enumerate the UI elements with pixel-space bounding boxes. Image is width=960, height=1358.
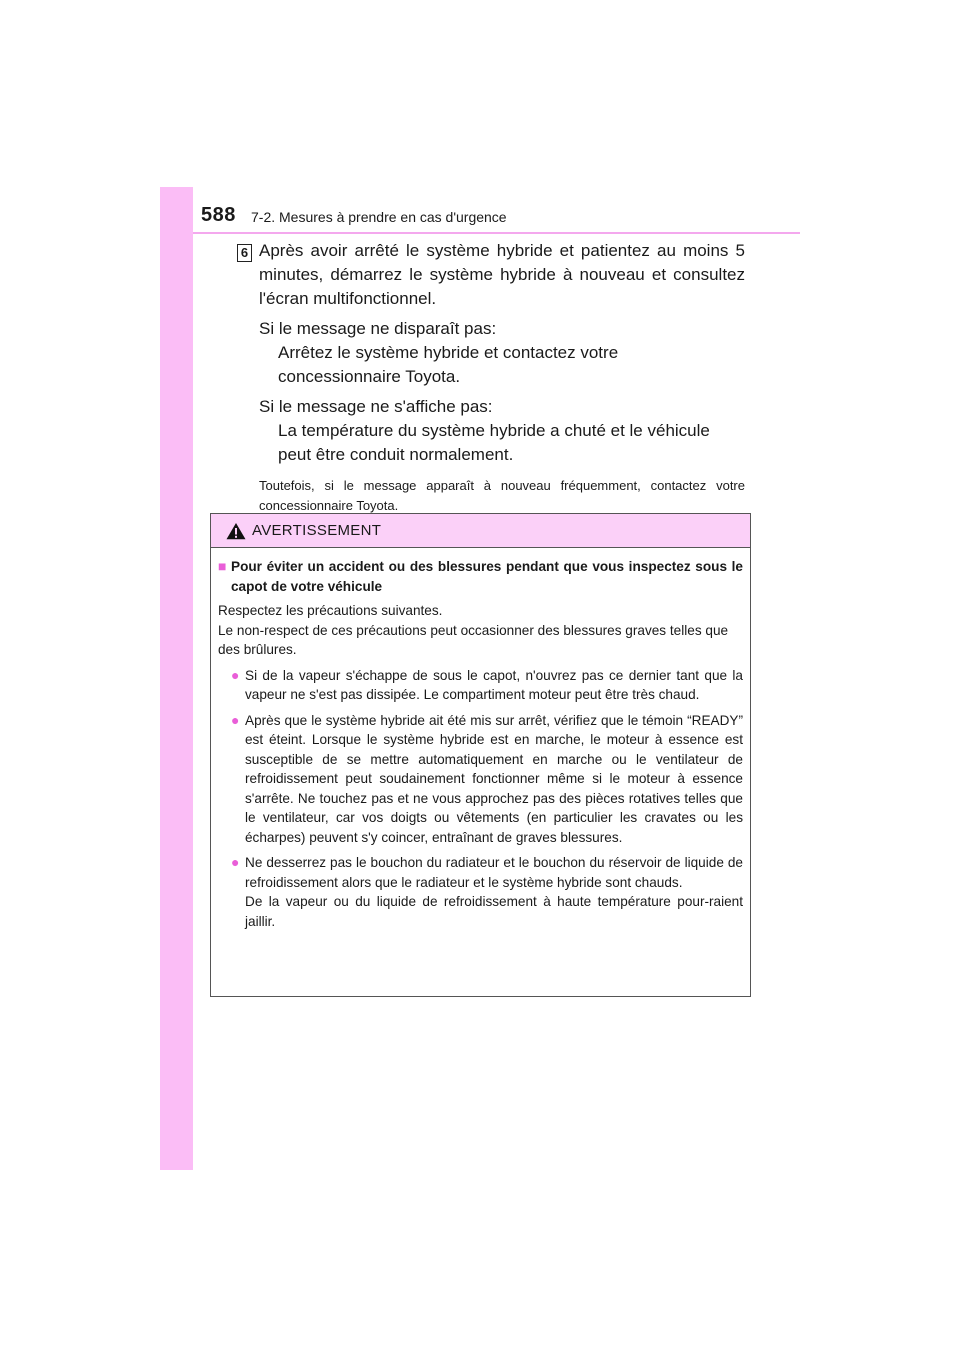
side-tab-bar (160, 187, 193, 1170)
square-bullet-icon: ■ (218, 558, 227, 574)
warning-intro-2: Le non-respect de ces précautions peut occasionner des blessures graves telles que des brûlures. (218, 622, 729, 657)
section-title: 7-2. Mesures à prendre en cas d'urgence (251, 209, 507, 225)
step-text: Après avoir arrêté le système hybride et patientez au moins 5 minutes, démarrez le système hybride à nouveau et consultez l'écran multifonctionnel. (259, 241, 745, 308)
warning-header (211, 514, 750, 548)
page-number: 588 (201, 204, 236, 226)
circle-bullet-icon: ● (231, 666, 240, 683)
bullet-text: Si de la vapeur s'échappe de sous le capot, n'ouvrez pas ce dernier tant que la vapeur ne s'est pas dissipée. Le compartiment moteur peut être très chaud. (245, 667, 743, 702)
bullet-text: Après que le système hybride ait été mis sur arrêt, vérifiez que le témoin “READY” est éteint. Lorsque le système hybride est en marche, le moteur à essence est susceptible de se mettre automatiquement en marche ou le ventilateur de refroidissement peut soudainement fonctionner même si le moteur à essence s'arrête. Ne touchez pas et ne vous approchez pas des pièces rotatives telles que le ventilateur, car vos doigts ou vêtements (en particulier les cravates ou les écharpes) peuvent s'y coincer, entraînant de graves blessures. (245, 712, 743, 845)
warning-topic (218, 557, 743, 596)
warning-topic-text: Pour éviter un accident ou des blessures pendant que vous inspectez sous le capot de votre véhicule (231, 559, 743, 594)
condition-2: Si le message ne s'affiche pas: (259, 397, 493, 416)
warning-body (211, 548, 750, 931)
warning-title: AVERTISSEMENT (252, 522, 382, 539)
bullet-text-continued: De la vapeur ou du liquide de refroidissement à haute température pour-raient jaillir. (245, 894, 743, 929)
warning-triangle-icon (226, 522, 246, 540)
warning-bullet (231, 853, 743, 931)
warning-intro-1: Respectez les précautions suivantes. (218, 603, 443, 618)
condition-2-result: La température du système hybride a chuté et le véhicule peut être conduit normalement. (278, 421, 710, 464)
condition-1-result: Arrêtez le système hybride et contactez votre concessionnaire Toyota. (278, 343, 619, 386)
step-note: Toutefois, si le message apparaît à nouveau fréquemment, contactez votre concessionnaire Toyota. (259, 478, 745, 513)
bullet-text: Ne desserrez pas le bouchon du radiateur et le bouchon du réservoir de liquide de refroidissement alors que le radiateur et le système hybride sont chauds. (245, 855, 743, 890)
circle-bullet-icon: ● (231, 711, 240, 728)
step-content (259, 239, 745, 516)
circle-bullet-icon: ● (231, 854, 240, 870)
warning-bullet (231, 666, 743, 705)
condition-1: Si le message ne disparaît pas: (259, 319, 497, 338)
step-number-badge: 6 (237, 244, 252, 262)
header-rule (193, 232, 800, 234)
warning-box (210, 513, 751, 997)
warning-bullet (231, 711, 743, 848)
